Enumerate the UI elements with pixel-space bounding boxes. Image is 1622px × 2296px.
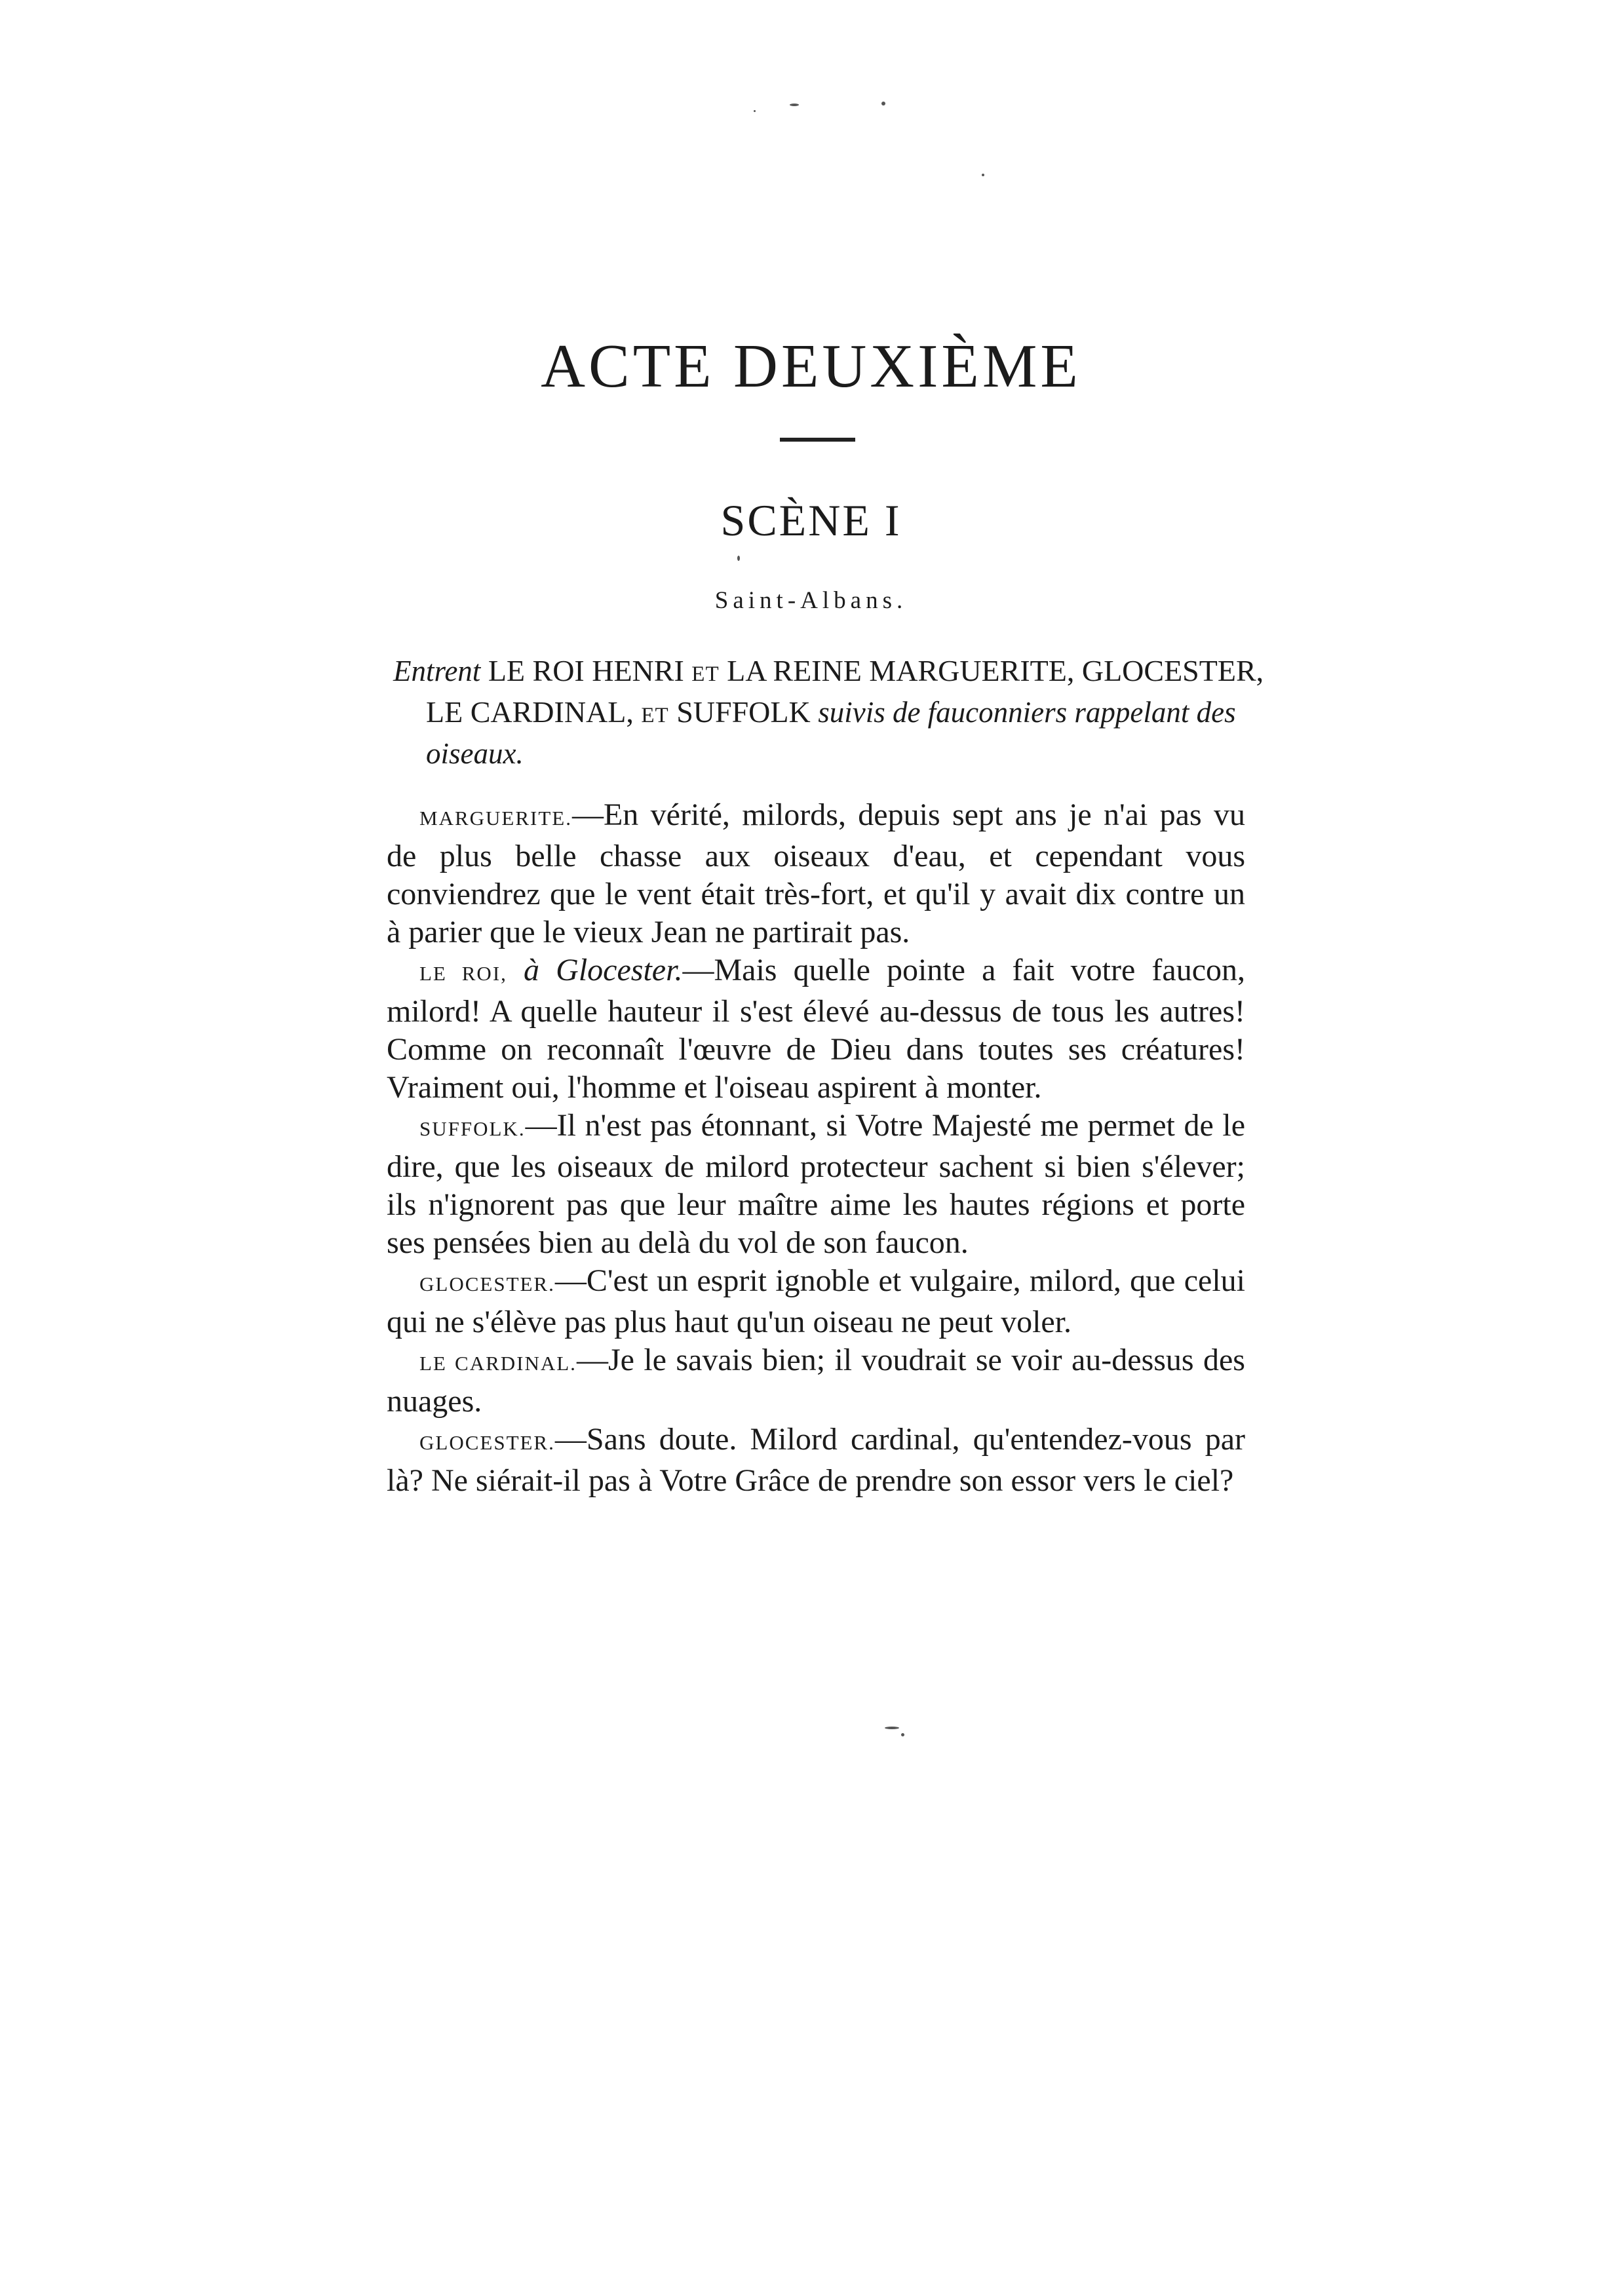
- act-title: ACTE DEUXIÈME: [541, 332, 1081, 400]
- conjunction-et: ET: [691, 662, 720, 686]
- ink-speck: [737, 556, 740, 561]
- speaker-name: LE CARDINAL.: [419, 1352, 577, 1375]
- character-reine-marguerite: LA REINE MARGUERITE,: [727, 654, 1075, 687]
- title-rule: [780, 438, 855, 442]
- speaker-name: GLOCESTER.: [419, 1431, 555, 1454]
- characters-glocester-cardinal: GLOCESTER, LE CARDINAL,: [426, 654, 1264, 729]
- speech-marguerite: [387, 796, 1245, 951]
- ink-speck: [982, 174, 984, 176]
- speech-suffolk: [387, 1107, 1245, 1262]
- stage-direction-entrent: Entrent: [393, 655, 481, 687]
- dialogue: [387, 796, 1245, 1500]
- stage-direction-suivis: suivis de fauconniers rappelant des oiseaux.: [426, 696, 1236, 770]
- speaker-name: GLOCESTER.: [419, 1272, 555, 1295]
- speech-text: —C'est un esprit ignoble et vulgaire, milord, que celui qui ne s'élève pas plus haut qu'un oiseau ne peut voler.: [387, 1263, 1245, 1339]
- character-suffolk: SUFFOLK: [676, 695, 811, 729]
- speaker-name: MARGUERITE.: [419, 807, 572, 830]
- conjunction-et: ET: [641, 704, 669, 727]
- speech-glocester: [387, 1421, 1245, 1500]
- ink-speck: [790, 104, 799, 106]
- ink-speck: [885, 1727, 899, 1729]
- ink-speck: [881, 102, 885, 105]
- ink-speck: [901, 1733, 904, 1736]
- speech-text: —Mais quelle pointe a fait votre faucon, milord! A quelle hauteur il s'est élevé au-dessus de tous les autres! Comme on reconnaît l'œuvre de Dieu dans toutes ses créatures! Vraiment oui, l'homme et l'oiseau aspirent à monter.: [387, 953, 1246, 1105]
- speech-le-roi: [387, 951, 1245, 1107]
- scene-title: SCÈNE I: [720, 495, 902, 545]
- speech-text: —En vérité, milords, depuis sept ans je n'ai pas vu de plus belle chasse aux oiseaux d'eau, et cependant vous conviendrez que le vent était très-fort, et qu'il y avait dix contre un à parier que le vieux Jean ne partirait pas.: [387, 797, 1245, 949]
- ink-speck: [754, 110, 756, 112]
- speech-aside: à Glocester.: [524, 953, 683, 987]
- speaker-name: SUFFOLK.: [419, 1117, 526, 1140]
- speech-text: —Sans doute. Milord cardinal, qu'entendez-vous par là? Ne siérait-il pas à Votre Grâce de prendre son essor vers le ciel?: [387, 1422, 1245, 1498]
- speech-le-cardinal: [387, 1341, 1245, 1421]
- scene-location: Saint-Albans.: [714, 587, 908, 614]
- speech-text: —Je le savais bien; il voudrait se voir au-dessus des nuages.: [387, 1343, 1245, 1419]
- speaker-name: LE ROI,: [419, 962, 507, 985]
- speech-text: —Il n'est pas étonnant, si Votre Majesté me permet de le dire, que les oiseaux de milord protecteur sachent si bien s'élever; ils n'ignorent pas que leur maître aime les hautes régions et porte ses pensées bien au delà du vol de son faucon.: [387, 1108, 1245, 1260]
- speech-glocester: [387, 1262, 1245, 1341]
- stage-direction: [393, 652, 1278, 773]
- character-roi-henri: LE ROI HENRI: [488, 654, 684, 687]
